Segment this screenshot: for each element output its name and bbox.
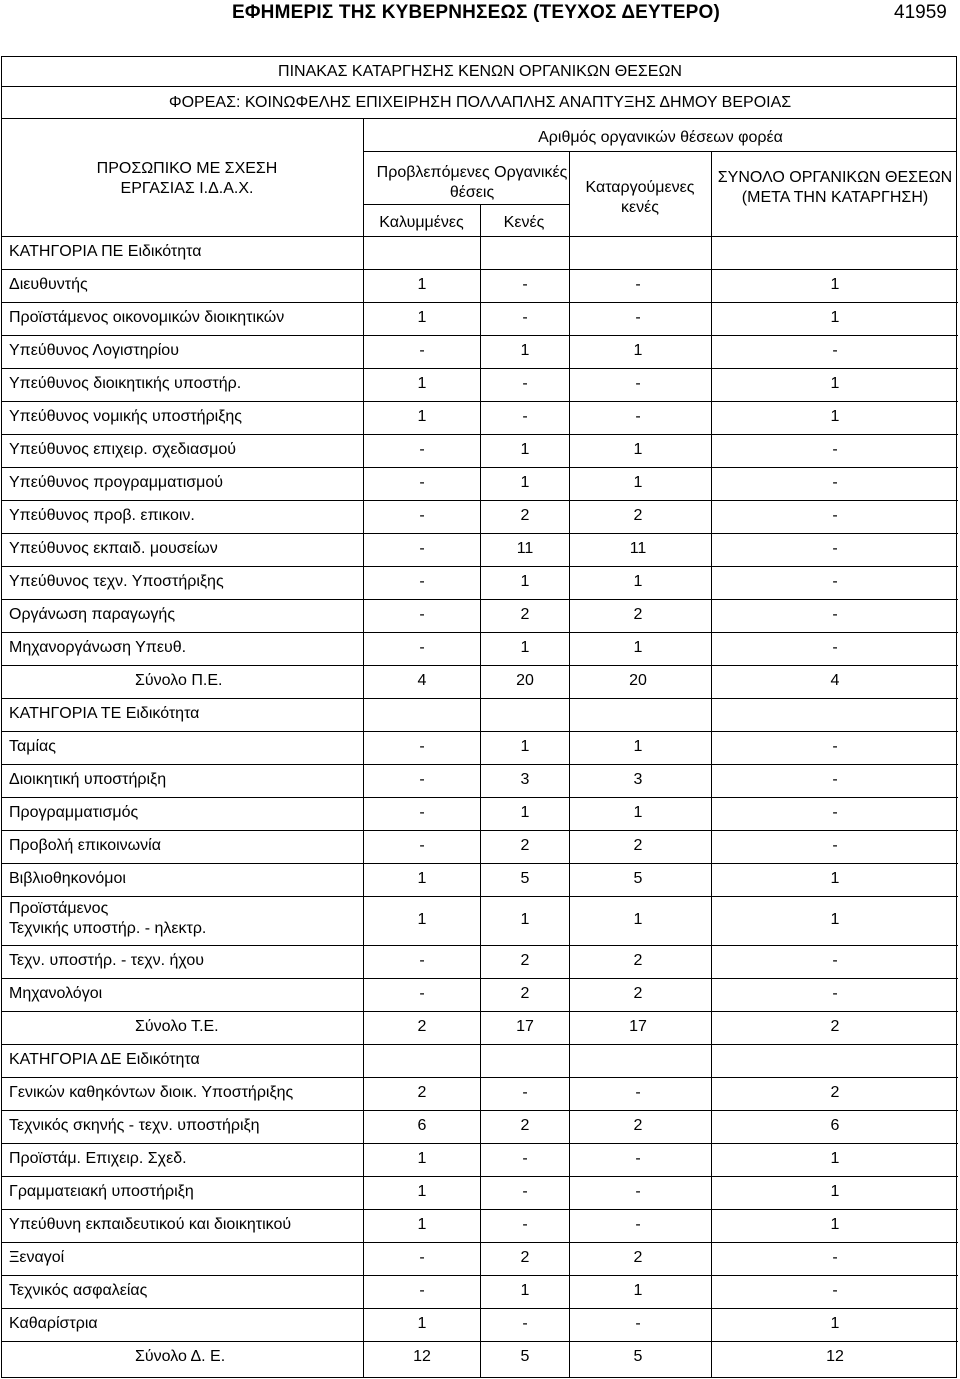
abolished-value: - bbox=[635, 276, 641, 293]
filled-value: - bbox=[419, 606, 425, 623]
vacant-value: - bbox=[522, 375, 528, 392]
abolished-value: - bbox=[635, 1315, 641, 1332]
filled-value: - bbox=[419, 573, 425, 590]
filled-value: 1 bbox=[417, 911, 427, 928]
filled-value: 1 bbox=[417, 1183, 427, 1200]
abolished-value: 2 bbox=[633, 837, 643, 854]
vacant-value: 2 bbox=[520, 985, 530, 1002]
abolished-value: 11 bbox=[629, 540, 647, 557]
total-value: 1 bbox=[830, 870, 840, 887]
table-row bbox=[2, 665, 958, 698]
filled-value: - bbox=[419, 474, 425, 491]
table-row bbox=[2, 368, 958, 401]
table-row bbox=[2, 1275, 958, 1308]
row-label: Τεχνικός σκηνής - τεχν. υποστήριξη bbox=[9, 1117, 260, 1134]
table-row bbox=[2, 1308, 958, 1341]
table-row bbox=[2, 797, 958, 830]
table-row bbox=[2, 401, 958, 434]
filled-value: - bbox=[419, 738, 425, 755]
row-label: Σύνολο Π.Ε. bbox=[135, 672, 223, 689]
vacant-value: 5 bbox=[520, 870, 530, 887]
vacant-value: - bbox=[522, 408, 528, 425]
abolished-value: 1 bbox=[633, 474, 643, 491]
row-label: Σύνολο Τ.Ε. bbox=[135, 1018, 219, 1035]
abolished-value: 2 bbox=[633, 507, 643, 524]
total-header: ΣΥΝΟΛΟ ΟΡΓΑΝΙΚΩΝ ΘΕΣΕΩΝ (ΜΕΤΑ ΤΗΝ ΚΑΤΑΡΓΗΣΗ) bbox=[717, 169, 953, 206]
abolished-value: 1 bbox=[633, 911, 643, 928]
table-row bbox=[2, 599, 958, 632]
vacant-value: 20 bbox=[516, 672, 534, 689]
table-row bbox=[2, 236, 958, 269]
row-label: Προϊστάμ. Επιχειρ. Σχεδ. bbox=[9, 1150, 187, 1167]
total-value: 1 bbox=[830, 309, 840, 326]
row-label: Υπεύθυνος Λογιστηρίου bbox=[9, 342, 179, 359]
vacant-value: 1 bbox=[520, 1282, 530, 1299]
total-value: - bbox=[832, 952, 838, 969]
vacant-value: 1 bbox=[520, 639, 530, 656]
planned-positions-header: Προβλεπόμενες Οργανικές θέσεις bbox=[376, 164, 568, 201]
table-row bbox=[2, 863, 958, 896]
abolished-header: Καταργούμενες κενές bbox=[585, 179, 695, 216]
abolished-value: 1 bbox=[633, 342, 643, 359]
filled-value: 1 bbox=[417, 309, 427, 326]
row-label: Γραμματειακή υποστήριξη bbox=[9, 1183, 194, 1200]
abolished-value: 2 bbox=[633, 1117, 643, 1134]
filled-value: 1 bbox=[417, 408, 427, 425]
row-label: ΚΑΤΗΓΟΡΙΑ ΠΕ Ειδικότητα bbox=[9, 243, 202, 260]
row-label: Υπεύθυνος διοικητικής υποστήρ. bbox=[9, 375, 242, 392]
filled-value: 4 bbox=[417, 672, 427, 689]
vacant-value: - bbox=[522, 309, 528, 326]
filled-value: - bbox=[419, 771, 425, 788]
total-value: - bbox=[832, 837, 838, 854]
vacant-value: 1 bbox=[520, 441, 530, 458]
row-label: Υπεύθυνος προβ. επικοιν. bbox=[9, 507, 195, 524]
filled-value: - bbox=[419, 952, 425, 969]
vacant-value: 2 bbox=[520, 606, 530, 623]
vacant-value: 17 bbox=[516, 1018, 534, 1035]
abolished-value: 2 bbox=[633, 1249, 643, 1266]
vacant-value: - bbox=[522, 1216, 528, 1233]
abolished-value: 1 bbox=[633, 738, 643, 755]
table-row bbox=[2, 764, 958, 797]
table-row bbox=[2, 302, 958, 335]
abolished-value: 17 bbox=[629, 1018, 647, 1035]
row-label: Ξεναγοί bbox=[9, 1249, 65, 1266]
row-label: Υπεύθυνος νομικής υποστήριξης bbox=[9, 408, 243, 425]
abolished-value: 20 bbox=[629, 672, 647, 689]
filled-value: - bbox=[419, 540, 425, 557]
vacant-value: 2 bbox=[520, 1249, 530, 1266]
filled-value: - bbox=[419, 507, 425, 524]
table-title: ΠΙΝΑΚΑΣ ΚΑΤΑΡΓΗΣΗΣ ΚΕΝΩΝ ΟΡΓΑΝΙΚΩΝ ΘΕΣΕΩΝ bbox=[278, 63, 682, 80]
filled-value: - bbox=[419, 837, 425, 854]
table-row bbox=[2, 698, 958, 731]
table-row bbox=[2, 335, 958, 368]
abolished-value: 1 bbox=[633, 804, 643, 821]
positions-group-header: Αριθμός οργανικών θέσεων φορέα bbox=[538, 129, 783, 146]
row-label: Προγραμματισμός bbox=[9, 804, 139, 821]
row-label-line2: Τεχνικής υποστήρ. - ηλεκτρ. bbox=[9, 920, 207, 937]
total-value: - bbox=[832, 985, 838, 1002]
abolished-value: 1 bbox=[633, 441, 643, 458]
total-value: 1 bbox=[830, 1183, 840, 1200]
total-value: 1 bbox=[830, 276, 840, 293]
total-value: 1 bbox=[830, 911, 840, 928]
table-row bbox=[2, 1077, 958, 1110]
vacant-value: - bbox=[522, 1183, 528, 1200]
table-row bbox=[2, 1341, 958, 1374]
table-row bbox=[2, 1143, 958, 1176]
total-value: - bbox=[832, 771, 838, 788]
table-row bbox=[2, 1110, 958, 1143]
table-subtitle: ΦΟΡΕΑΣ: ΚΟΙΝΩΦΕΛΗΣ ΕΠΙΧΕΙΡΗΣΗ ΠΟΛΛΑΠΛΗΣ ΑΝΑΠΤΥΞΗΣ ΔΗΜΟΥ ΒΕΡΟΙΑΣ bbox=[168, 94, 792, 111]
page-header bbox=[0, 0, 960, 28]
page-number: 41959 bbox=[894, 2, 947, 23]
vacant-value: 2 bbox=[520, 837, 530, 854]
row-label: ΚΑΤΗΓΟΡΙΑ ΤΕ Ειδικότητα bbox=[9, 705, 200, 722]
row-label: Τεχνικός ασφαλείας bbox=[9, 1282, 148, 1299]
total-value: - bbox=[832, 342, 838, 359]
table-row bbox=[2, 566, 958, 599]
total-value: - bbox=[832, 1249, 838, 1266]
row-label: Προϊστάμενος οικονομικών διοικητικών bbox=[9, 309, 285, 326]
abolition-table bbox=[1, 56, 957, 1378]
table-row bbox=[2, 731, 958, 764]
table-row bbox=[2, 1011, 958, 1044]
vacant-value: 1 bbox=[520, 573, 530, 590]
filled-value: 2 bbox=[417, 1018, 427, 1035]
total-value: 1 bbox=[830, 375, 840, 392]
table-row bbox=[2, 945, 958, 978]
total-value: - bbox=[832, 540, 838, 557]
filled-value: - bbox=[419, 985, 425, 1002]
abolished-value: 2 bbox=[633, 985, 643, 1002]
vacant-value: 1 bbox=[520, 474, 530, 491]
filled-value: 1 bbox=[417, 870, 427, 887]
vacant-value: - bbox=[522, 1150, 528, 1167]
abolished-value: - bbox=[635, 1183, 641, 1200]
row-label: Σύνολο Δ. Ε. bbox=[135, 1348, 226, 1365]
vacant-value: - bbox=[522, 276, 528, 293]
table-row bbox=[2, 1242, 958, 1275]
row-label: Προβολή επικοινωνία bbox=[9, 837, 161, 854]
abolished-value: 2 bbox=[633, 606, 643, 623]
table-row bbox=[2, 632, 958, 665]
filled-value: 6 bbox=[417, 1117, 427, 1134]
row-label: Υπεύθυνος τεχν. Υποστήριξης bbox=[9, 573, 224, 590]
vacant-value: 3 bbox=[520, 771, 530, 788]
row-label-line1: Προϊστάμενος bbox=[9, 900, 109, 917]
total-value: - bbox=[832, 474, 838, 491]
row-label: Υπεύθυνος προγραμματισμού bbox=[9, 474, 223, 491]
filled-value: 12 bbox=[413, 1348, 431, 1365]
filled-value: 1 bbox=[417, 375, 427, 392]
filled-value: 1 bbox=[417, 1216, 427, 1233]
table-row bbox=[2, 500, 958, 533]
abolished-value: 2 bbox=[633, 952, 643, 969]
total-value: - bbox=[832, 606, 838, 623]
abolished-value: 1 bbox=[633, 639, 643, 656]
abolished-value: - bbox=[635, 408, 641, 425]
abolished-value: - bbox=[635, 375, 641, 392]
row-label: Υπεύθυνος επιχειρ. σχεδιασμού bbox=[9, 441, 236, 458]
total-value: 4 bbox=[830, 672, 840, 689]
row-label bbox=[9, 899, 206, 939]
total-value: 6 bbox=[830, 1117, 840, 1134]
table-row bbox=[2, 1044, 958, 1077]
filled-value: - bbox=[419, 342, 425, 359]
row-label: ΚΑΤΗΓΟΡΙΑ ΔΕ Ειδικότητα bbox=[9, 1051, 200, 1068]
abolished-value: 3 bbox=[633, 771, 643, 788]
table-row bbox=[2, 830, 958, 863]
filled-value: - bbox=[419, 639, 425, 656]
abolished-value: 5 bbox=[633, 870, 643, 887]
vacant-value: - bbox=[522, 1084, 528, 1101]
vacant-value: 5 bbox=[520, 1348, 530, 1365]
table-row bbox=[2, 1176, 958, 1209]
filled-value: - bbox=[419, 441, 425, 458]
filled-value: - bbox=[419, 804, 425, 821]
row-label: Υπεύθυνος εκπαιδ. μουσείων bbox=[9, 540, 218, 557]
vacant-header: Κενές bbox=[503, 214, 545, 231]
table-row bbox=[2, 533, 958, 566]
staff-column-header: ΠΡΟΣΩΠΙΚΟ ΜΕ ΣΧΕΣΗ ΕΡΓΑΣΙΑΣ Ι.Δ.Α.Χ. bbox=[96, 160, 278, 197]
total-value: - bbox=[832, 639, 838, 656]
total-value: 12 bbox=[826, 1348, 844, 1365]
table-row bbox=[2, 434, 958, 467]
vacant-value: 11 bbox=[516, 540, 534, 557]
vacant-value: 1 bbox=[520, 911, 530, 928]
table-row bbox=[2, 978, 958, 1011]
row-label: Ταμίας bbox=[9, 738, 56, 755]
total-value: - bbox=[832, 507, 838, 524]
abolished-value: - bbox=[635, 1216, 641, 1233]
abolished-value: - bbox=[635, 1150, 641, 1167]
filled-value: - bbox=[419, 1282, 425, 1299]
total-value: 2 bbox=[830, 1018, 840, 1035]
total-value: 2 bbox=[830, 1084, 840, 1101]
vacant-value: 2 bbox=[520, 1117, 530, 1134]
filled-header: Καλυμμένες bbox=[379, 214, 464, 231]
total-value: 1 bbox=[830, 1315, 840, 1332]
abolished-value: 1 bbox=[633, 1282, 643, 1299]
row-label: Καθαρίστρια bbox=[9, 1315, 98, 1332]
vacant-value: 2 bbox=[520, 952, 530, 969]
row-label: Διοικητική υποστήριξη bbox=[9, 771, 167, 788]
filled-value: 1 bbox=[417, 1315, 427, 1332]
abolished-value: - bbox=[635, 1084, 641, 1101]
table-row bbox=[2, 269, 958, 302]
filled-value: 1 bbox=[417, 276, 427, 293]
table-row bbox=[2, 1209, 958, 1242]
row-label: Υπεύθυνη εκπαιδευτικού και διοικητικού bbox=[9, 1216, 292, 1233]
total-value: - bbox=[832, 804, 838, 821]
total-value: - bbox=[832, 738, 838, 755]
filled-value: 1 bbox=[417, 1150, 427, 1167]
table-row bbox=[2, 896, 958, 945]
total-value: - bbox=[832, 573, 838, 590]
filled-value: 2 bbox=[417, 1084, 427, 1101]
row-label: Γενικών καθηκόντων διοικ. Υποστήριξης bbox=[9, 1084, 294, 1101]
abolished-value: 5 bbox=[633, 1348, 643, 1365]
filled-value: - bbox=[419, 1249, 425, 1266]
row-label: Βιβλιοθηκονόμοι bbox=[9, 870, 126, 887]
row-label: Μηχανοργάνωση Υπευθ. bbox=[9, 639, 187, 656]
vacant-value: 1 bbox=[520, 804, 530, 821]
total-value: 1 bbox=[830, 1216, 840, 1233]
vacant-value: 1 bbox=[520, 738, 530, 755]
row-label: Μηχανολόγοι bbox=[9, 985, 103, 1002]
total-value: 1 bbox=[830, 1150, 840, 1167]
row-label: Διευθυντής bbox=[9, 276, 88, 293]
row-label: Τεχν. υποστήρ. - τεχν. ήχου bbox=[9, 952, 205, 969]
gazette-title: ΕΦΗΜΕΡΙΣ ΤΗΣ ΚΥΒΕΡΝΗΣΕΩΣ (ΤΕΥΧΟΣ ΔΕΥΤΕΡΟ) bbox=[232, 2, 720, 23]
vacant-value: 2 bbox=[520, 507, 530, 524]
total-value: - bbox=[832, 1282, 838, 1299]
vacant-value: 1 bbox=[520, 342, 530, 359]
abolished-value: - bbox=[635, 309, 641, 326]
vacant-value: - bbox=[522, 1315, 528, 1332]
row-label: Οργάνωση παραγωγής bbox=[9, 606, 176, 623]
abolished-value: 1 bbox=[633, 573, 643, 590]
total-value: 1 bbox=[830, 408, 840, 425]
table-row bbox=[2, 467, 958, 500]
total-value: - bbox=[832, 441, 838, 458]
